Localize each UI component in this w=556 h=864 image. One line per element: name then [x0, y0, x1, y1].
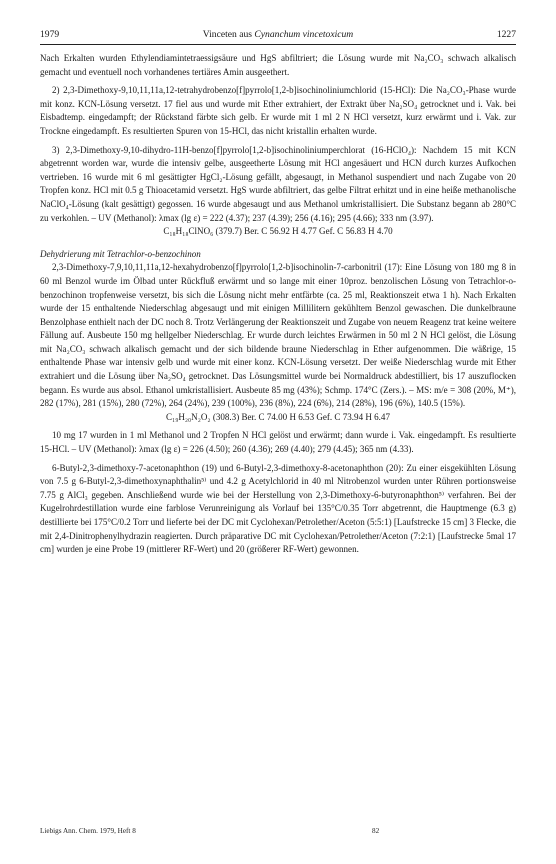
section-heading-dehydrierung: Dehydrierung mit Tetrachlor-o-benzochinon	[40, 248, 201, 259]
header-year: 1979	[40, 29, 60, 40]
header-title-prefix: Vinceten aus	[202, 29, 255, 40]
running-header	[40, 28, 516, 42]
header-title-species: Cynanchum vincetoxicum	[254, 29, 354, 40]
paragraph-workup: Nach Erkalten wurden Ethylendiamintetraessigsäure und HgS abfiltriert; die Lösung wurde mit Na₂CO₃ schwach alkalisch gemacht und eventuell noch vorhandenes tertiäres Amin ausgeethert.	[40, 53, 516, 77]
footer-sheet-number: 82	[372, 827, 380, 835]
paragraph-compound-15-hcl: 2) 2,3-Dimethoxy-9,10,11,11a,12-tetrahydrobenzo[f]pyrrolo[1,2-b]isochinoliniumchlorid (15-HCl): Die Na₂CO₃-Phase wurde mit konz. KCN-Lösung versetzt. 17 fiel aus und wurde mit Ether extrahiert, der Extrakt über Na₂SO₄ getrocknet und i. Vak. bei Eisbadtemp. eingedampft; der Rückstand färbte sich gelb. Er wurde mit 1 ml 2 N HCl versetzt, kurz erwärmt und i. Vak. zur Trockne eingedampft. Es resultierten Spuren von 15-HCl, das nicht kristallin erhalten wurde.	[40, 85, 516, 136]
elemental-analysis-16: C₁₈H₁₈ClNO₆ (379.7) Ber. C 56.92 H 4.77 Gef. C 56.83 H 4.70	[163, 226, 393, 237]
elemental-analysis-17: C₁₉H₂₀N₂O₂ (308.3) Ber. C 74.00 H 6.53 Gef. C 73.94 H 6.47	[166, 411, 390, 422]
header-title	[40, 28, 516, 42]
paragraph-compound-17: 2,3-Dimethoxy-7,9,10,11,11a,12-hexahydrobenzo[f]pyrrolo[1,2-b]isochinolin-7-carbonitril (17): Eine Lösung von 180 mg 8 in 60 ml Benzol wurde im Ölbad unter Rückfluß erwärmt und so lange mit einer 10proz. benzolischen Lösung von Tetrachlor-o-benzochinon tropfenweise versetzt, bis sich die Lösung nicht mehr entfärbte (ca. 25 ml, Reaktionszeit etwa 1 h). Nach Erkalten wurde der 15 enthaltende Niederschlag abgesaugt und mit einigen Millilitern gekühltem Benzol gewaschen. Die dunkelbraune Benzolphase enthielt nach der DC noch 8. Trotz Verlängerung der Reaktionszeit und Zugabe von neuem Reagenz trat keine weitere Fällung auf. Ausbeute 150 mg hellgelber Niederschlag. Er wurde durch leichtes Erwärmen in 50 ml 2 N HCl gelöst, die Lösung mit Na₂CO₃ schwach alkalisch gemacht und der sich bildende braune Niederschlag in Ether aufgenommen. Die wäßrige, 15 enthaltende Phase war intensiv gelb und wurde mit einer konz. KCN-Lösung versetzt. Der weiße Niederschlag wurde mit Ether extrahiert und die Lösung über Na₂SO₄ getrocknet. Das Lösungsmittel wurde bei Normaldruck abdestilliert, bis 17 auszuflocken begann. Es wurde aus absol. Ethanol umkristallisiert. Ausbeute 85 mg (43%); Schmp. 174°C (Zers.). – MS: m/e = 308 (20%, M⁺), 282 (17%), 281 (15%), 280 (72%), 264 (24%), 239 (100%), 236 (8%), 224 (6%), 214 (28%), 196 (6%), 140.5 (15%).	[40, 262, 516, 409]
header-page-number: 1227	[496, 29, 516, 40]
main-text	[40, 52, 516, 557]
paragraph-compounds-19-20: 6-Butyl-2,3-dimethoxy-7-acetonaphthon (19) und 6-Butyl-2,3-dimethoxy-8-acetonaphthon (20): Zu einer eisgekühlten Lösung von 7.5 g 6-Butyl-2,3-dimethoxynaphthalin⁵⁾ und 4.2 g Acetylchlorid in 40 ml Nitrobenzol wurden unter Rühren portionsweise 7.75 g AlCl₃ gegeben. Anschließend wurde wie bei der Herstellung von 2,3-Dimethoxy-6-butyronaphthon⁵⁾ verfahren. Bei der Kugelrohrdestillation wurde eine farblose Verunreinigung als Vorlauf bei 135°C/0.35 Torr abgetrennt, die Hauptmenge (6.3 g) destillierte bei 175°C/0.2 Torr und lieferte bei der DC mit Cyclohexan/Petrolether/Aceton (5:5:1) [Laufstrecke 15 cm] 3 Flecke, die mit 2,4-Dinitrophenylhydrazin reagierten. Durch präparative DC mit Cyclohexan/Petrolether/Aceton (7:2:1) [Laufstrecke 5mal 17 cm] wurden je eine Probe 19 (mittlerer RF-Wert) und 20 (größerer RF-Wert) gewonnen.	[40, 462, 516, 555]
footer-journal: Liebigs Ann. Chem. 1979, Heft 8	[40, 827, 136, 835]
paragraph-17-to-15-hcl: 10 mg 17 wurden in 1 ml Methanol und 2 Tropfen N HCl gelöst und erwärmt; dann wurde i. Vak. eingedampft. Es resultierte 15-HCl. – UV (Methanol): λmax (lg ε) = 226 (4.50); 260 (4.36); 269 (4.40); 279 (4.45); 365 nm (4.33).	[40, 430, 516, 455]
header-rule	[40, 44, 516, 45]
paragraph-compound-16-hclo4: 3) 2,3-Dimethoxy-9,10-dihydro-11H-benzo[f]pyrrolo[1,2-b]isochinoliniumperchlorat (16-HClO₄): Nachdem 15 mit KCN abgetrennt worden war, wurde die intensiv gelbe, ausgeetherte Lösung mit HCl angesäuert und HCN durch kurzes Aufkochen vertrieben. 16 wurde mit 6 ml gesättigter HgCl₂-Lösung gefällt, abgesaugt, in Methanol suspendiert und nach Zugabe von 20 Tropfen konz. HCl mit 0.5 g Thioacetamid versetzt. HgS wurde abfiltriert, das gelbe Filtrat erhitzt und in eine heiße methanolische NaClO₄-Lösung (kalt gesättigt) gegossen. 16 wurde abgesaugt und aus Methanol umkristallisiert. Die Substanz begann ab 280°C zu verkohlen. – UV (Methanol): λmax (lg ε) = 222 (4.37); 237 (4.39); 256 (4.16); 295 (4.66); 333 nm (3.97).	[40, 144, 516, 223]
